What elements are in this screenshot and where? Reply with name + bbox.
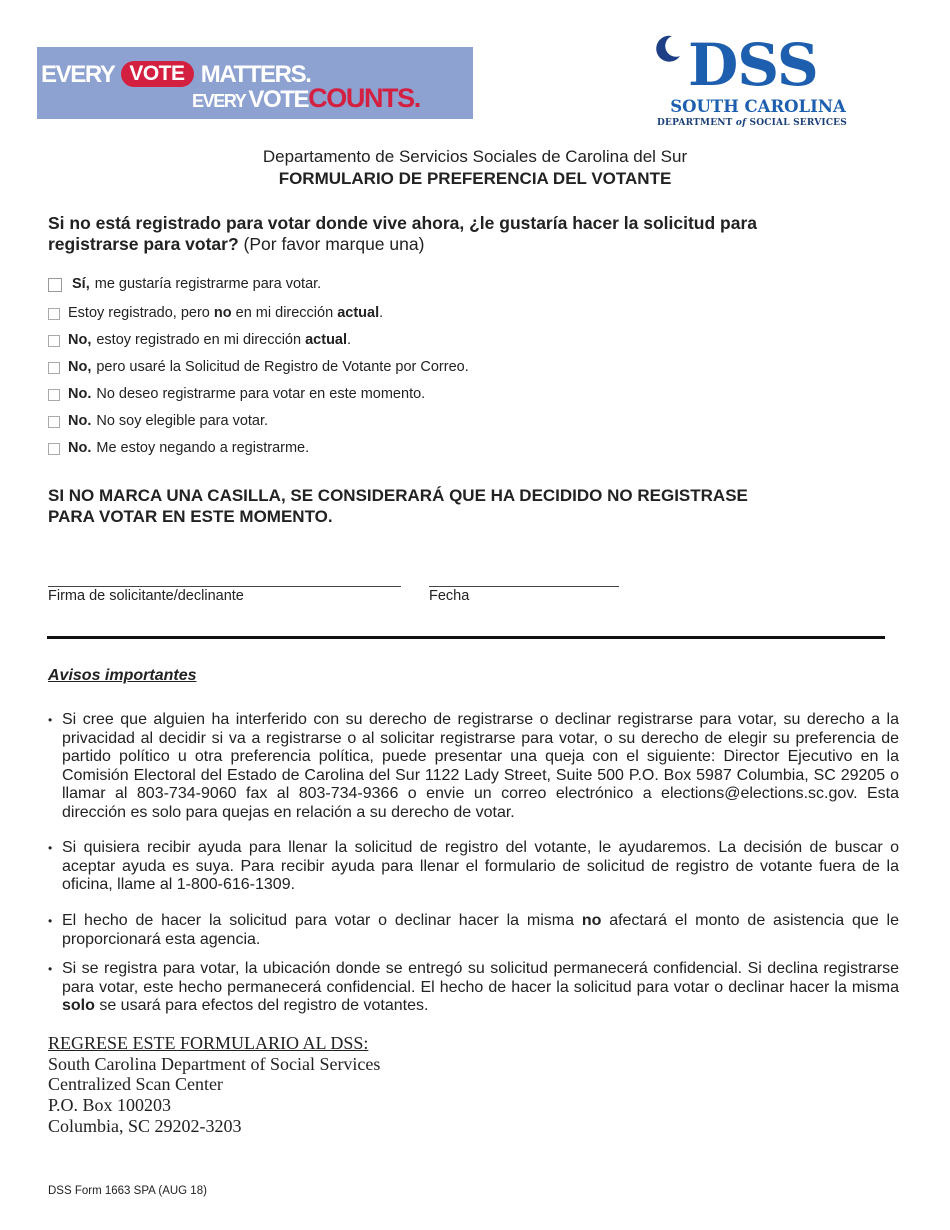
notice-text [62, 912, 899, 949]
checkbox[interactable] [48, 335, 60, 347]
option-bold: no [213, 305, 232, 321]
option-bold: No. [68, 440, 92, 456]
option-registered-not-current[interactable] [48, 305, 383, 321]
address-line: P.O. Box 100203 [48, 1095, 172, 1116]
notice-text-post: se usará para efectos del registro de votantes. [94, 997, 429, 1014]
section-divider [47, 636, 885, 639]
department-name: Departamento de Servicios Sociales de Carolina del Sur [262, 147, 688, 166]
bullet: • [48, 713, 53, 727]
every-vote-matters-banner [37, 47, 473, 119]
checkbox[interactable] [48, 308, 60, 320]
option-no-not-eligible[interactable] [48, 413, 268, 429]
bullet: • [48, 962, 53, 976]
question-bold: Si no está registrado para votar donde vive ahora, ¿le gustaría hacer la solicitud para registrarse para votar? [48, 213, 757, 254]
option-text: No deseo registrarme para votar en este momento. [96, 386, 426, 402]
bullet: • [48, 841, 53, 855]
address-line: Columbia, SC 29202-3203 [48, 1115, 242, 1136]
option-yes-register[interactable] [48, 276, 321, 292]
notices-heading: Avisos importantes [48, 667, 197, 684]
registration-question [48, 213, 848, 255]
notice-text [62, 960, 899, 1016]
question-instruction: (Por favor marque una) [238, 234, 425, 254]
return-address-block [48, 1033, 380, 1137]
option-text: en mi dirección [235, 305, 334, 321]
form-number: DSS Form 1663 SPA (AUG 18) [48, 1185, 207, 1197]
notice-item [48, 839, 899, 895]
notice-text: Si quisiera recibir ayuda para llenar la solicitud de registro del votante, le ayudaremos. La decisión de buscar o aceptar ayuda es suya. Para recibir ayuda para llenar el formulario de solicitud de registro de votante fuera de la oficina, llame al 1-800-616-1309. [62, 839, 899, 893]
banner-vote-2: VOTE [248, 86, 309, 113]
notice-text-post: afectará el monto de asistencia que le proporcionará esta agencia. [62, 912, 900, 948]
option-bold: No. [68, 413, 92, 429]
option-bold: Sí, [72, 276, 90, 292]
dss-dept-post: SOCIAL SERVICES [749, 118, 847, 128]
notice-item [48, 912, 899, 949]
option-text: Estoy registrado, pero [68, 305, 210, 321]
address-line: Centralized Scan Center [48, 1074, 223, 1095]
option-no-refusing[interactable] [48, 440, 309, 456]
option-bold: No, [68, 359, 92, 375]
dss-state-name: SOUTH CAROLINA [670, 97, 846, 116]
banner-line-2 [192, 83, 420, 114]
notice-text-pre: El hecho de hacer la solicitud para votar o declinar hacer la misma [62, 912, 582, 929]
notice-text-bold: solo [62, 997, 95, 1014]
notice-item [48, 711, 899, 822]
option-bold: No, [68, 332, 92, 348]
option-bold: No. [68, 386, 92, 402]
return-heading: REGRESE ESTE FORMULARIO AL DSS: [48, 1033, 369, 1053]
banner-counts: COUNTS. [308, 83, 420, 113]
option-text: me gustaría registrarme para votar. [94, 276, 322, 292]
dss-dept-of: of [735, 118, 747, 128]
option-text: . [347, 332, 352, 348]
option-no-mail-registration[interactable] [48, 359, 469, 375]
option-bold: actual [337, 305, 380, 321]
notice-text: Si cree que alguien ha interferido con su derecho de registrarse o declinar registrarse para votar, su derecho a la privacidad al decidir si va a registrarse o al solicitar registrarse para votar, o su derecho de elegir su preferencia de partido político u otra preferencia política, puede presentar una queja con el siguiente: Director Ejecutivo en la Comisión Electoral del Estado de Carolina del Sur 1122 Lady Street, Suite 500 P.O. Box 5987 Columbia, SC 29205 o llamar al 803-734-9060 fax al 803-734-9366 o envie un correo electrónico a elections@elections.sc.gov. Esta dirección es solo para quejas en relación a su derecho de votar. [62, 711, 899, 821]
option-text: estoy registrado en mi dirección [96, 332, 302, 348]
dss-department-name [652, 118, 852, 128]
banner-every-2: EVERY [192, 91, 246, 111]
notice-text-bold: no [581, 912, 602, 929]
no-checkbox-warning: SI NO MARCA UNA CASILLA, SE CONSIDERARÁ QUE HA DECIDIDO NO REGISTRASE PARA VOTAR EN ESTE MOMENTO. [48, 486, 748, 526]
notice-item [48, 960, 899, 1016]
option-bold: actual [305, 332, 348, 348]
checkbox[interactable] [48, 278, 62, 292]
address-line: South Carolina Department of Social Services [48, 1053, 381, 1074]
option-no-not-now[interactable] [48, 386, 425, 402]
notice-text-pre: Si se registra para votar, la ubicación donde se entregó su solicitud permanecerá confidencial. Si declina registrarse para votar, este hecho permanecerá confidencial. El hecho de hacer la solicitud para votar o declinar hacer la misma [62, 960, 899, 996]
option-text: . [379, 305, 384, 321]
option-text: pero usaré la Solicitud de Registro de Votante por Correo. [96, 359, 469, 375]
banner-matters: MATTERS. [200, 61, 311, 88]
banner-vote-pill: VOTE [121, 61, 193, 87]
option-no-registered-current[interactable] [48, 332, 351, 348]
checkbox[interactable] [48, 362, 60, 374]
signature-label: Firma de solicitante/declinante [48, 588, 244, 604]
checkbox[interactable] [48, 389, 60, 401]
dss-wordmark: DSS [688, 31, 818, 99]
dss-dept-pre: DEPARTMENT [657, 118, 733, 128]
option-text: No soy elegible para votar. [96, 413, 269, 429]
bullet: • [48, 914, 53, 928]
crescent-moon-icon [652, 34, 682, 64]
dss-logo [648, 30, 858, 132]
option-text: Me estoy negando a registrarme. [96, 440, 310, 456]
signature-line[interactable] [48, 586, 401, 587]
banner-every: EVERY [41, 61, 115, 88]
date-line[interactable] [429, 586, 619, 587]
checkbox[interactable] [48, 416, 60, 428]
form-title: FORMULARIO DE PREFERENCIA DEL VOTANTE [278, 169, 672, 188]
date-label: Fecha [429, 588, 470, 604]
checkbox[interactable] [48, 443, 60, 455]
